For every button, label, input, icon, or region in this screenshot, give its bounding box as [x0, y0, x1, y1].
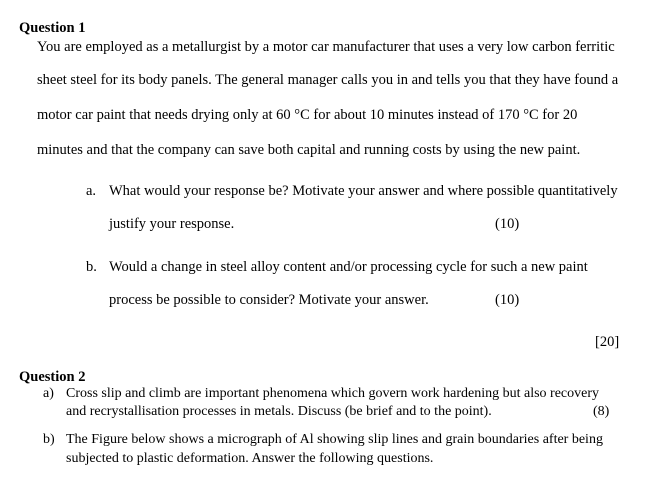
q1-part-a-letter: a.	[86, 183, 97, 199]
q1-part-a-marks: (10)	[495, 216, 520, 232]
q2-part-a-marks: (8)	[593, 404, 610, 419]
q1-intro-line-3: motor car paint that needs drying only at 60 °C for about 10 minutes instead of 170 °C for 20	[37, 107, 578, 123]
q1-intro-line-2: sheet steel for its body panels. The general manager calls you in and tells you that they have found a	[37, 72, 619, 88]
q1-intro-line-1: You are employed as a metallurgist by a motor car manufacturer that uses a very low carbon ferritic	[37, 39, 615, 55]
q1-part-a-line-1: What would your response be? Motivate your answer and where possible quantitatively	[109, 183, 618, 199]
q2-part-a-line-2: and recrystallisation processes in metals. Discuss (be brief and to the point).	[66, 404, 492, 419]
question-1-heading: Question 1	[19, 20, 86, 36]
question-2-heading: Question 2	[19, 369, 86, 385]
q1-intro-line-4: minutes and that the company can save both capital and running costs by using the new paint.	[37, 142, 581, 158]
q1-part-a-line-2: justify your response.	[109, 216, 235, 232]
q2-part-b-line-2: subjected to plastic deformation. Answer the following questions.	[66, 451, 434, 466]
q2-part-a-letter: a)	[43, 386, 54, 401]
q1-part-b-line-2: process be possible to consider? Motivate your answer.	[109, 292, 429, 308]
q2-part-b-line-1: The Figure below shows a micrograph of Al showing slip lines and grain boundaries after being	[66, 432, 603, 447]
q2-part-a-line-1: Cross slip and climb are important phenomena which govern work hardening but also recovery	[66, 386, 600, 401]
q1-part-b-marks: (10)	[495, 292, 520, 308]
q1-part-b-letter: b.	[86, 259, 97, 275]
q1-part-b-line-1: Would a change in steel alloy content and/or processing cycle for such a new paint	[109, 259, 588, 275]
q1-total-marks: [20]	[595, 334, 620, 350]
q2-part-b-letter: b)	[43, 432, 55, 447]
